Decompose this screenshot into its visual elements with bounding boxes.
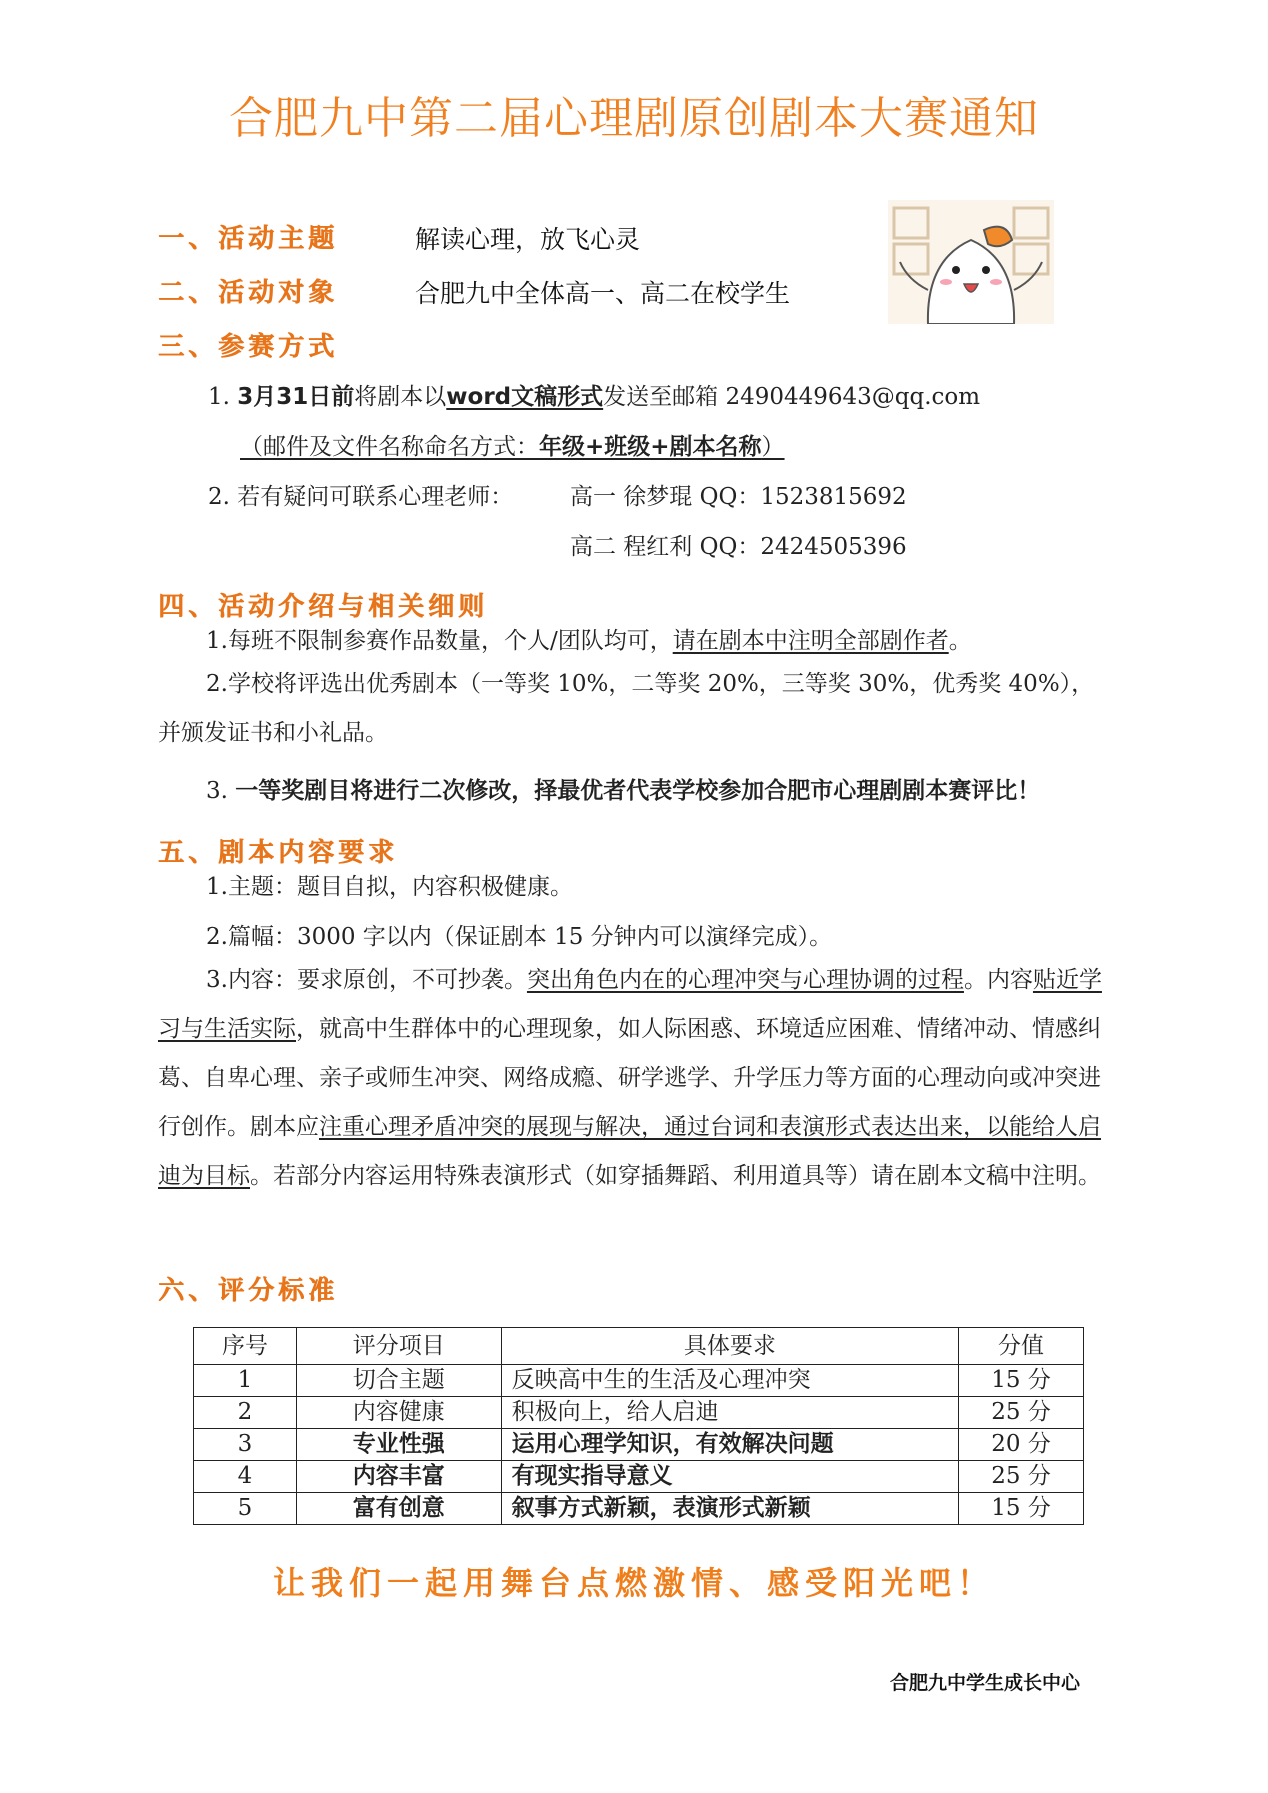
row-score: 15 分 <box>959 1365 1084 1397</box>
rule-1 <box>206 622 972 655</box>
row-score: 15 分 <box>959 1493 1084 1525</box>
content-3-underline-2: 贴近学习与生活实际 <box>158 967 1102 1042</box>
row-score: 20 分 <box>959 1429 1084 1461</box>
method-item-1-mid: 将剧本以 <box>354 384 447 410</box>
method-item-1 <box>208 378 980 411</box>
rule-3-num: 3. <box>206 778 236 804</box>
rule-1-underlined: 请在剧本中注明全部剧作者 <box>672 628 949 654</box>
header-requirement: 具体要求 <box>501 1328 958 1365</box>
row-index: 2 <box>194 1397 297 1429</box>
content-3-underline-3: 注重心理矛盾冲突的展现与解决，通过台词和表演形式表达出来，以能给人启迪为目标 <box>158 1114 1101 1189</box>
content-3-a: 3.内容：要求原创，不可抄袭。 <box>206 967 527 993</box>
row-requirement: 有现实指导意义 <box>501 1461 958 1493</box>
table-header-row <box>194 1328 1084 1365</box>
header-index: 序号 <box>194 1328 297 1365</box>
row-score: 25 分 <box>959 1461 1084 1493</box>
method-email: 发送至邮箱 2490449643@qq.com <box>603 384 981 410</box>
header-item: 评分项目 <box>296 1328 501 1365</box>
method-note-format: 年级+班级+剧本名称 <box>539 434 762 460</box>
section-theme-heading: 一、活动主题 <box>158 224 339 254</box>
table-row <box>194 1397 1084 1429</box>
rule-3 <box>206 772 1040 805</box>
table-row <box>194 1429 1084 1461</box>
section-content-heading: 五、剧本内容要求 <box>158 838 399 868</box>
section-target-value: 合肥九中全体高一、高二在校学生 <box>415 279 791 308</box>
content-2: 2.篇幅：3000 字以内（保证剧本 15 分钟内可以演绎完成）。 <box>206 924 833 950</box>
row-requirement: 反映高中生的生活及心理冲突 <box>501 1365 958 1397</box>
rule-3-bold: 一等奖剧目将进行二次修改，择最优者代表学校参加合肥市心理剧剧本赛评比！ <box>235 778 1041 804</box>
content-1: 1.主题：题目自拟，内容积极健康。 <box>206 874 573 900</box>
rule-1-end: 。 <box>948 628 972 654</box>
rule-2: 2.学校将评选出优秀剧本（一等奖 10%，二等奖 20%，三等奖 30%，优秀奖 40%），并颁发证书和小礼品。 <box>158 671 1095 746</box>
header-score: 分值 <box>959 1328 1084 1365</box>
table-row <box>194 1461 1084 1493</box>
slogan: 让我们一起用舞台点燃激情、感受阳光吧！ <box>272 1564 995 1602</box>
method-naming-note <box>240 428 785 461</box>
signature: 合肥九中学生成长中心 <box>890 1672 1081 1694</box>
row-item: 内容丰富 <box>296 1461 501 1493</box>
method-note-open: （邮件及文件名称命名方式： <box>240 434 539 460</box>
row-item: 切合主题 <box>296 1365 501 1397</box>
method-format: word文稿形式 <box>446 384 604 410</box>
row-item: 专业性强 <box>296 1429 501 1461</box>
row-requirement: 积极向上，给人启迪 <box>501 1397 958 1429</box>
section-scoring-heading: 六、评分标准 <box>158 1276 339 1306</box>
row-index: 3 <box>194 1429 297 1461</box>
section-target-heading: 二、活动对象 <box>158 278 339 308</box>
section-theme-value: 解读心理，放飞心灵 <box>415 225 641 254</box>
row-score: 25 分 <box>959 1397 1084 1429</box>
content-3-b: 。内容 <box>963 967 1033 993</box>
scoring-table <box>193 1327 1084 1525</box>
row-index: 1 <box>194 1365 297 1397</box>
rule-1-text: 1.每班不限制参赛作品数量，个人/团队均可， <box>206 628 673 654</box>
method-item-2: 2. 若有疑问可联系心理老师： <box>208 484 514 510</box>
content-3-c: ，就高中生群体中的心理现象，如人际困惑、环境适应困难、情绪冲动、情感纠葛、自卑心理、亲子或师生冲突、网络成瘾、研学逃学、升学压力等方面的心理动向或冲突进行创作。剧本应 <box>158 1016 1101 1140</box>
table-row <box>194 1493 1084 1525</box>
row-index: 5 <box>194 1493 297 1525</box>
contact-grade-2: 高二 程红利 QQ：2424505396 <box>570 534 907 560</box>
method-note-close: ） <box>761 434 785 460</box>
contact-grade-1: 高一 徐梦琨 QQ：1523815692 <box>570 484 907 510</box>
row-requirement: 叙事方式新颖，表演形式新颖 <box>501 1493 958 1525</box>
row-item: 内容健康 <box>296 1397 501 1429</box>
row-requirement: 运用心理学知识，有效解决问题 <box>501 1429 958 1461</box>
hamster-mascot-illustration <box>888 200 1054 324</box>
content-3 <box>158 956 1108 1201</box>
section-method-heading: 三、参赛方式 <box>158 332 339 362</box>
method-deadline: 3月31日前 <box>237 384 355 410</box>
table-row <box>194 1365 1084 1397</box>
section-rules-heading: 四、活动介绍与相关细则 <box>158 592 489 622</box>
method-item-1-prefix: 1. <box>208 384 238 410</box>
content-3-underline-1: 突出角色内在的心理冲突与心理协调的过程 <box>526 967 964 993</box>
content-3-d: 。若部分内容运用特殊表演形式（如穿插舞蹈、利用道具等）请在剧本文稿中注明。 <box>250 1163 1101 1189</box>
row-index: 4 <box>194 1461 297 1493</box>
page-title: 合肥九中第二届心理剧原创剧本大赛通知 <box>229 93 1039 144</box>
row-item: 富有创意 <box>296 1493 501 1525</box>
